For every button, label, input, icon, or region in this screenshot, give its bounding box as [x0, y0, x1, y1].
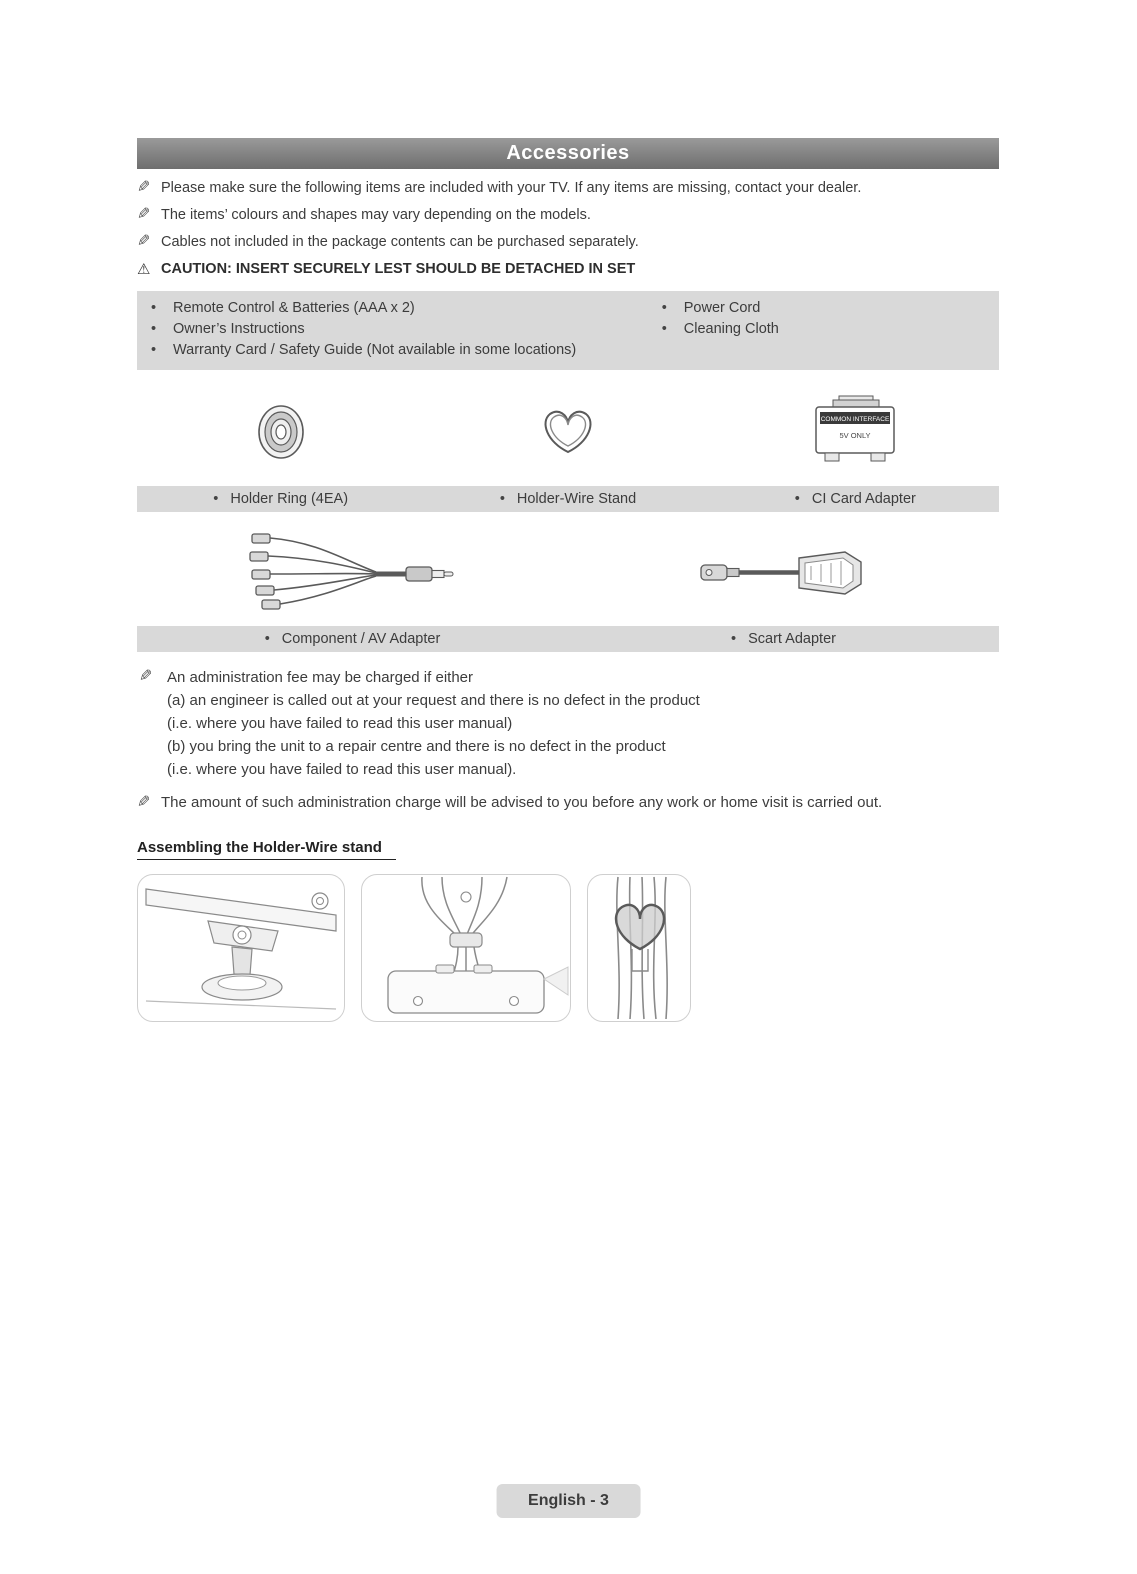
list-item — [662, 319, 985, 340]
package-items-left-column — [151, 298, 662, 361]
holder-ring-icon — [251, 401, 311, 463]
pencil-note-icon — [137, 179, 161, 197]
assembly-step-1-image — [137, 874, 345, 1022]
accessory-label — [137, 491, 424, 507]
caution-text: CAUTION: INSERT SECURELY LEST SHOULD BE DETACHED IN SET — [161, 261, 636, 277]
note-line — [137, 179, 999, 198]
scart-adapter-icon — [699, 546, 869, 598]
accessory-label-text: • CI Card Adapter — [811, 491, 916, 507]
accessory-labels-bar2 — [137, 626, 999, 652]
caution-line — [137, 261, 999, 279]
note-text: Please make sure the following items are included with your TV. If any items are missing, contact your dealer. — [161, 180, 862, 196]
list-item — [151, 298, 662, 319]
list-item — [662, 298, 985, 319]
package-items-right-column — [662, 298, 985, 361]
package-item-label: • Owner’s Instructions — [173, 321, 305, 337]
assembly-step-1-art — [138, 875, 344, 1021]
note-line — [137, 206, 999, 225]
accessory-label-text: • Holder-Wire Stand — [516, 491, 637, 507]
ci-card-text-line1: COMMON INTERFACE — [821, 416, 890, 423]
pencil-note-icon — [137, 206, 161, 224]
accessory-label — [712, 491, 999, 507]
accessory-labels-bar1 — [137, 486, 999, 512]
note-text: Cables not included in the package contents can be purchased separately. — [161, 234, 639, 250]
component-av-adapter-illustration — [137, 528, 568, 616]
accessory-label-text: • Holder Ring (4EA) — [230, 491, 349, 507]
package-item-label: • Warranty Card / Safety Guide (Not available in some locations) — [173, 342, 577, 358]
note-text: The items’ colours and shapes may vary depending on the models. — [161, 207, 591, 223]
page-content — [137, 138, 999, 1022]
section-title: Accessories — [506, 142, 630, 164]
pencil-note-icon — [137, 794, 161, 812]
assembly-heading-text: Assembling the Holder-Wire stand — [137, 839, 396, 860]
accessory-label-text: • Scart Adapter — [748, 631, 836, 647]
holder-ring-illustration — [137, 401, 424, 463]
holder-wire-stand-icon — [537, 406, 599, 458]
list-item — [151, 319, 662, 340]
ci-card-text-line2: 5V ONLY — [839, 431, 871, 440]
assembly-step-3-art — [588, 875, 690, 1021]
package-item-label: • Power Cord — [683, 300, 761, 316]
component-av-adapter-icon — [248, 528, 458, 616]
assembly-step-3-image — [587, 874, 691, 1022]
warning-icon — [137, 261, 161, 279]
note-line — [137, 233, 999, 252]
accessory-illustrations-row1 — [137, 386, 999, 478]
admin-fee-line: (b) you bring the unit to a repair centre and there is no defect in the product — [167, 738, 666, 755]
admin-fee-line: (i.e. where you have failed to read this user manual). — [167, 761, 517, 778]
section-title-bar — [137, 138, 999, 169]
admin-fee-follow-up-text: The amount of such administration charge will be advised to you before any work or home visit is carried out. — [161, 794, 883, 811]
pencil-note-icon — [137, 233, 161, 251]
package-items-box — [137, 291, 999, 370]
list-item — [151, 340, 662, 361]
accessory-label — [424, 491, 711, 507]
accessory-label — [137, 631, 568, 647]
accessory-label-text: • Component / AV Adapter — [281, 631, 441, 647]
accessory-label — [568, 631, 999, 647]
assembly-step-2-image — [361, 874, 571, 1022]
ci-card-adapter-icon — [809, 394, 901, 470]
accessory-illustrations-row2 — [137, 526, 999, 618]
admin-fee-line: (a) an engineer is called out at your request and there is no defect in the product — [167, 692, 700, 709]
admin-fee-follow-up — [137, 793, 999, 813]
package-item-label: • Remote Control & Batteries (AAA x 2) — [173, 300, 415, 316]
page-number-label: English - 3 — [528, 1492, 609, 1509]
scart-adapter-illustration — [568, 546, 999, 598]
pencil-note-icon — [139, 668, 163, 686]
admin-fee-line: (i.e. where you have failed to read this user manual) — [167, 715, 513, 732]
assembly-step-2-art — [362, 875, 570, 1021]
page-footer-badge — [496, 1484, 641, 1518]
package-item-label: • Cleaning Cloth — [683, 321, 779, 337]
admin-fee-note — [137, 666, 999, 781]
ci-card-adapter-illustration — [712, 394, 999, 470]
notes-list — [137, 179, 999, 279]
assembly-step-panels — [137, 874, 999, 1022]
admin-fee-line: An administration fee may be charged if either — [167, 669, 473, 686]
assembly-section-heading — [137, 839, 999, 860]
holder-wire-stand-illustration — [424, 406, 711, 458]
